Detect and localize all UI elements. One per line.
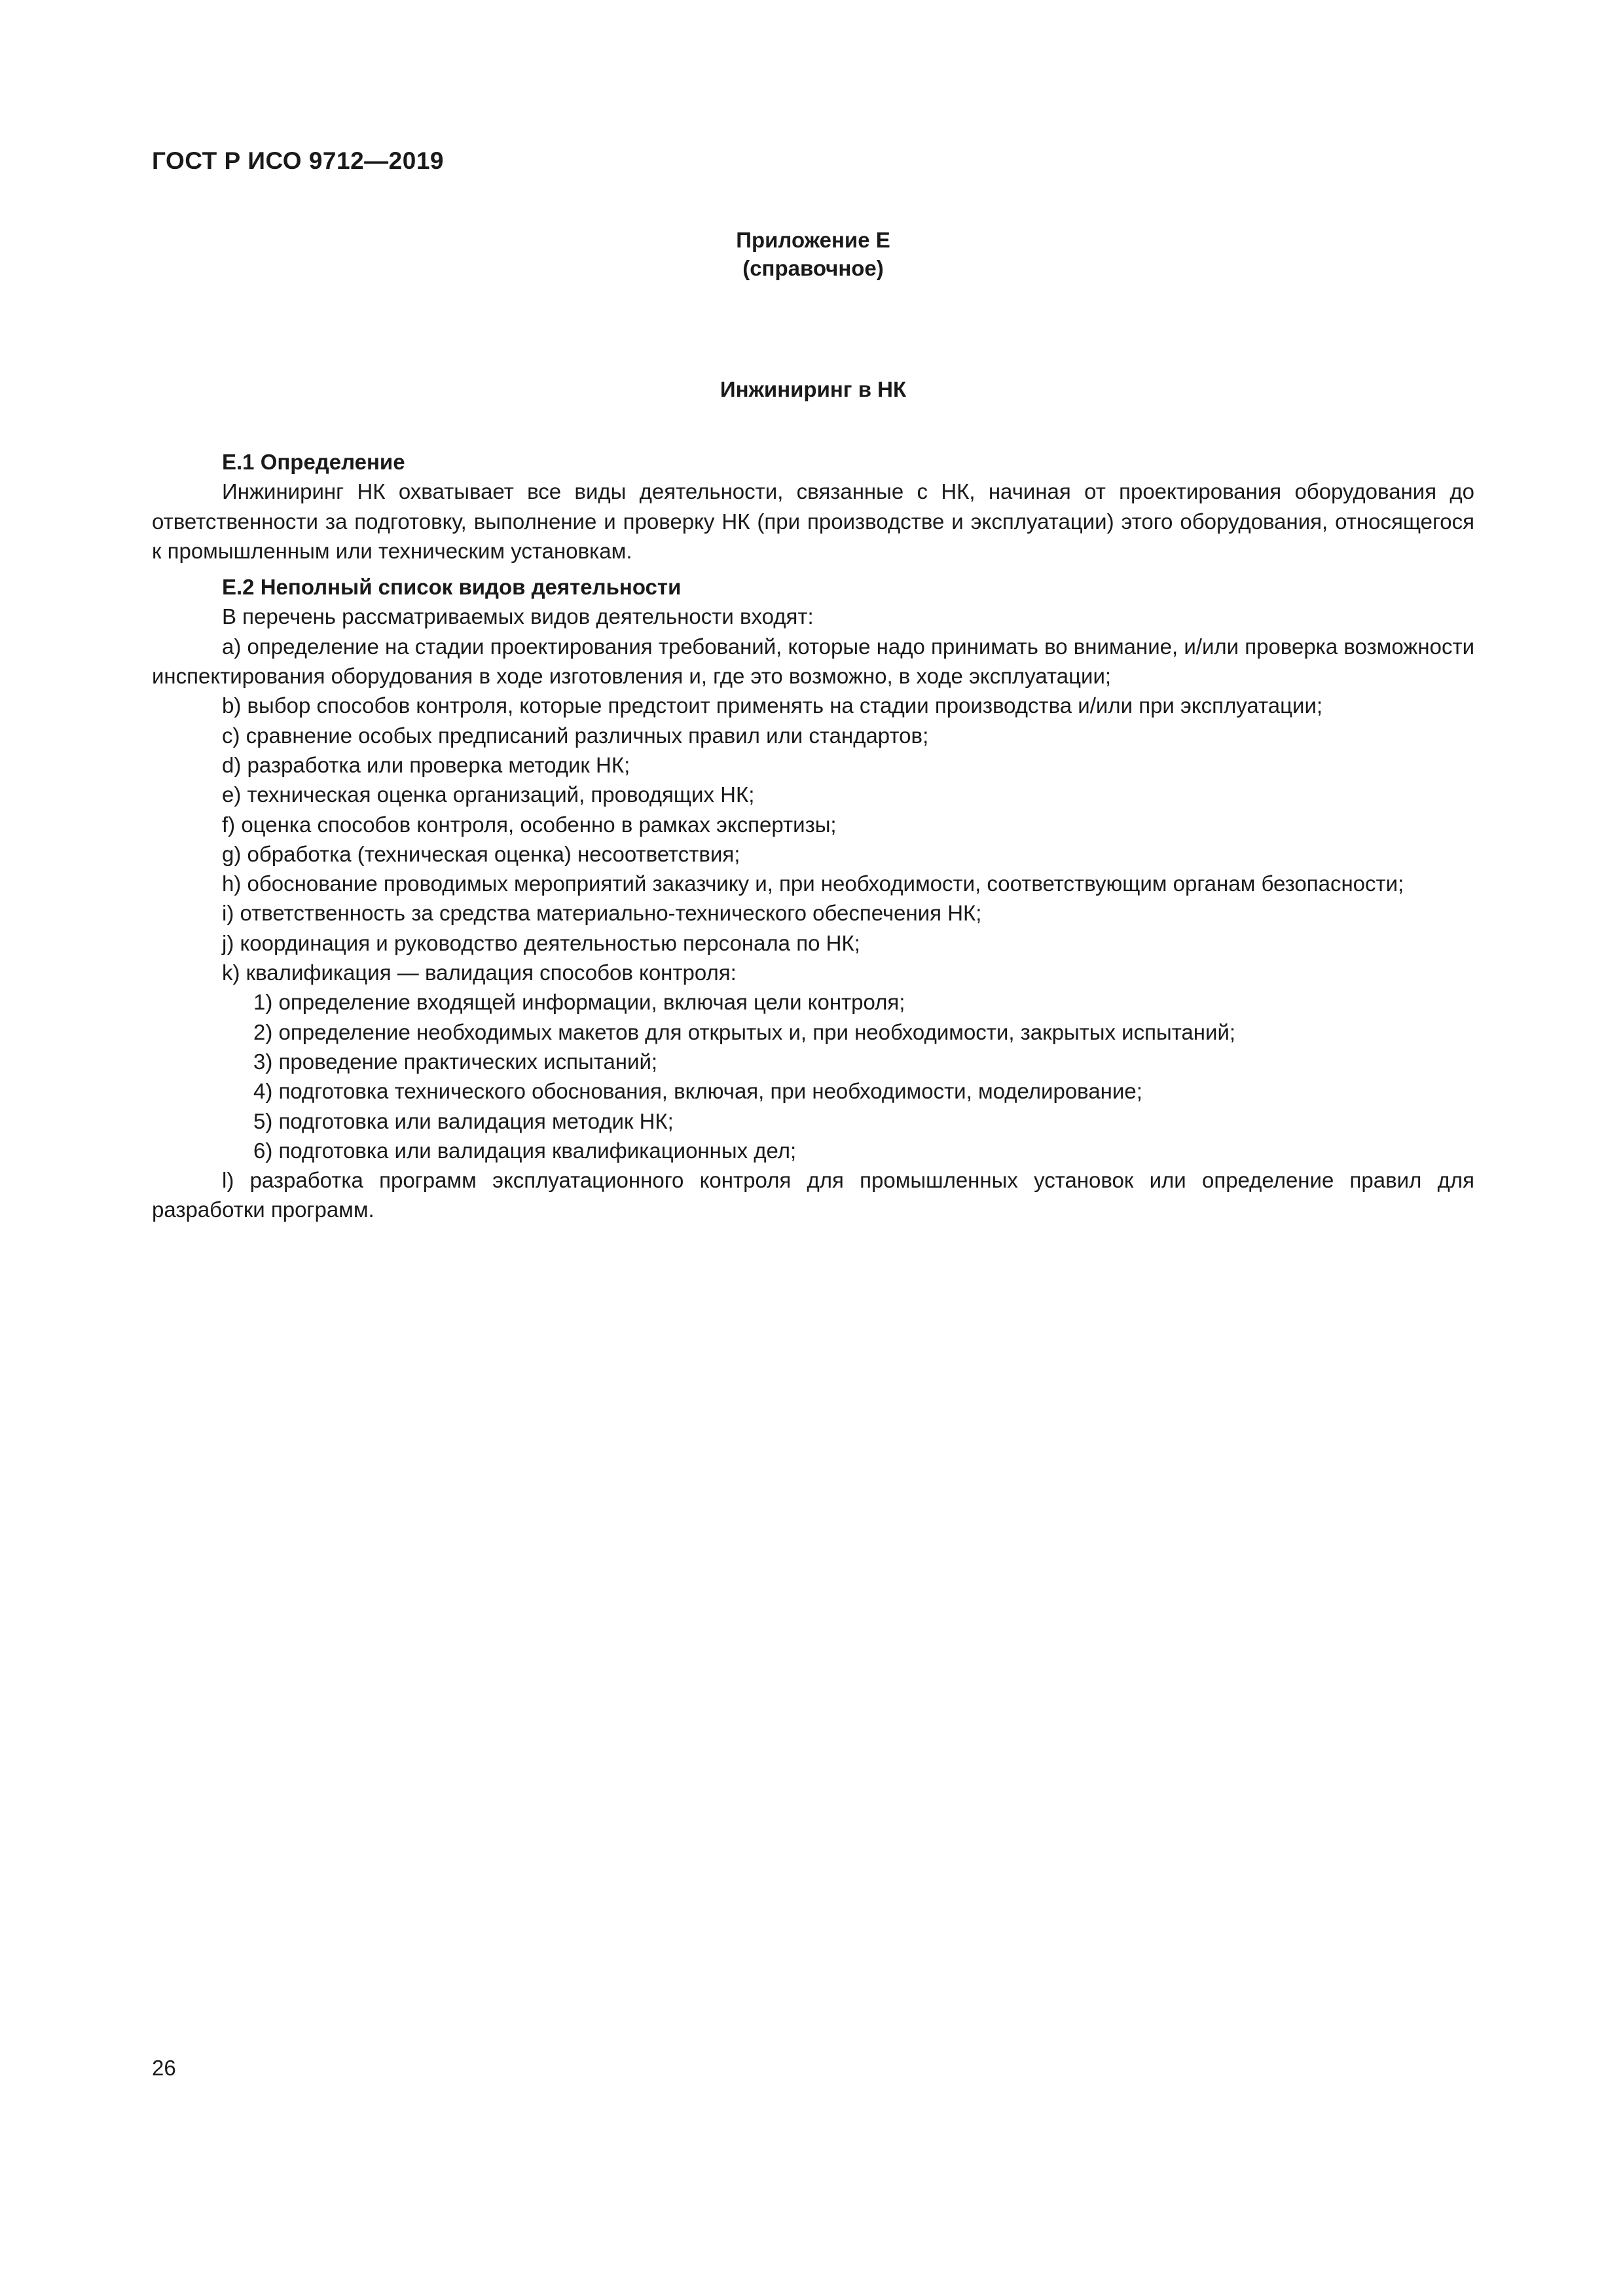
sub-list-item: 1) определение входящей информации, включая цели контроля; (253, 990, 905, 1015)
sub-list-item: 6) подготовка или валидация квалификационных дел; (253, 1138, 797, 1163)
list-item: g) обработка (техническая оценка) несоответствия; (222, 841, 740, 866)
section-heading-e1: Е.1 Определение (222, 450, 405, 474)
definition-paragraph: Инжиниринг НК охватывает все виды деятельности, связанные с НК, начиная от проектирования оборудования до ответственности за подготовку, выполнение и проверку НК (при производстве и эксплуатации) этого оборудования, относящегося к промышленным или техническим установкам. (152, 479, 1474, 563)
list-item: f) оценка способов контроля, особенно в рамках экспертизы; (222, 812, 837, 837)
list-item: а) определение на стадии проектирования требований, которые надо принимать во внимание, и/или проверка возможности инспектирования оборудования в ходе изготовления и, где это возможно, в ходе эксплуатации; (152, 634, 1475, 689)
annex-title: Инжиниринг в НК (720, 377, 907, 401)
list-item: d) разработка или проверка методик НК; (222, 752, 630, 777)
sub-list-item: 5) подготовка или валидация методик НК; (253, 1108, 674, 1133)
list-item: j) координация и руководство деятельностью персонала по НК; (222, 930, 860, 955)
document-code: ГОСТ Р ИСО 9712—2019 (152, 147, 444, 174)
list-item: h) обоснование проводимых мероприятий заказчику и, при необходимости, соответствующим органам безопасности; (222, 871, 1404, 896)
annex-status: (справочное) (742, 256, 884, 280)
page-number: 26 (152, 2056, 176, 2080)
list-intro: В перечень рассматриваемых видов деятельности входят: (222, 604, 814, 629)
list-item: i) ответственность за средства материально-технического обеспечения НК; (222, 901, 982, 926)
section-heading-e2: Е.2 Неполный список видов деятельности (222, 575, 682, 600)
list-item: b) выбор способов контроля, которые предстоит применять на стадии производства и/или при эксплуатации; (222, 693, 1323, 718)
annex-heading (152, 226, 1474, 282)
list-item: c) сравнение особых предписаний различных правил или стандартов; (222, 723, 929, 748)
sub-list-item: 4) подготовка технического обоснования, включая, при необходимости, моделирование; (253, 1079, 1142, 1104)
list-item: е) техническая оценка организаций, проводящих НК; (222, 782, 755, 807)
list-item: l) разработка программ эксплуатационного контроля для промышленных установок или определение правил для разработки программ. (152, 1168, 1474, 1222)
sub-list-item: 3) проведение практических испытаний; (253, 1049, 658, 1074)
sub-list-item: 2) определение необходимых макетов для открытых и, при необходимости, закрытых испытаний; (253, 1019, 1236, 1044)
annex-label: Приложение Е (736, 228, 890, 252)
document-body (152, 447, 1474, 1225)
list-item: k) квалификация — валидация способов контроля: (222, 960, 737, 985)
